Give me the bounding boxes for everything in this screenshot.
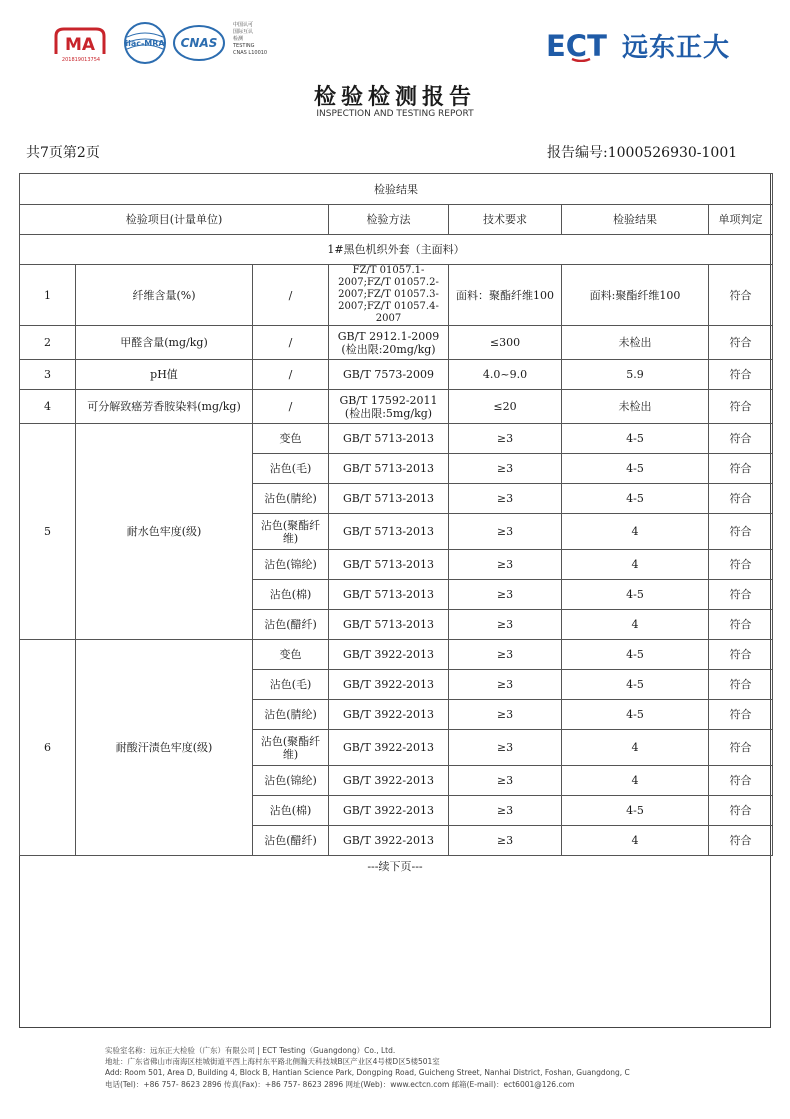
sub-item: 沾色(腈纶) bbox=[253, 700, 329, 730]
judgement: 符合 bbox=[709, 265, 773, 326]
requirement: ≥3 bbox=[449, 700, 562, 730]
row-number: 2 bbox=[20, 326, 76, 360]
result: 4-5 bbox=[562, 640, 709, 670]
item-name: pH值 bbox=[76, 360, 253, 390]
test-method: GB/T 3922-2013 bbox=[329, 730, 449, 766]
judgement: 符合 bbox=[709, 610, 773, 640]
sub-item: 沾色(醋纤) bbox=[253, 826, 329, 856]
section-title-row bbox=[20, 174, 773, 205]
sub-item: 沾色(毛) bbox=[253, 454, 329, 484]
test-method: GB/T 5713-2013 bbox=[329, 484, 449, 514]
judgement: 符合 bbox=[709, 550, 773, 580]
result: 未检出 bbox=[562, 326, 709, 360]
judgement: 符合 bbox=[709, 514, 773, 550]
judgement: 符合 bbox=[709, 826, 773, 856]
requirement: ≥3 bbox=[449, 424, 562, 454]
header-item: 检验项目(计量单位) bbox=[20, 205, 329, 235]
test-method: GB/T 7573-2009 bbox=[329, 360, 449, 390]
test-method: GB/T 5713-2013 bbox=[329, 424, 449, 454]
results-table bbox=[19, 173, 773, 856]
result: 4-5 bbox=[562, 700, 709, 730]
result: 4 bbox=[562, 766, 709, 796]
table-row bbox=[20, 390, 773, 424]
sub-item: / bbox=[253, 390, 329, 424]
table-row bbox=[20, 640, 773, 670]
requirement: ≤300 bbox=[449, 326, 562, 360]
svg-text:ilac-MRA: ilac-MRA bbox=[125, 39, 165, 48]
report-title: 检验检测报告 bbox=[313, 85, 476, 110]
judgement: 符合 bbox=[709, 796, 773, 826]
result: 4 bbox=[562, 826, 709, 856]
judgement: 符合 bbox=[709, 730, 773, 766]
judgement: 符合 bbox=[709, 424, 773, 454]
requirement: ≥3 bbox=[449, 550, 562, 580]
ma-logo bbox=[50, 26, 110, 56]
report-number: 报告编号:1000526930-1001 bbox=[547, 145, 738, 161]
sub-item: 变色 bbox=[253, 640, 329, 670]
result: 4-5 bbox=[562, 796, 709, 826]
result: 4 bbox=[562, 730, 709, 766]
sub-item: 沾色(醋纤) bbox=[253, 610, 329, 640]
svg-text:MA: MA bbox=[64, 35, 96, 55]
header-row bbox=[20, 205, 773, 235]
result: 4 bbox=[562, 610, 709, 640]
section-title: 检验结果 bbox=[20, 174, 773, 205]
row-number: 3 bbox=[20, 360, 76, 390]
header-requirement: 技术要求 bbox=[449, 205, 562, 235]
requirement: ≤20 bbox=[449, 390, 562, 424]
judgement: 符合 bbox=[709, 326, 773, 360]
sub-item: 变色 bbox=[253, 424, 329, 454]
table-row bbox=[20, 360, 773, 390]
test-method: GB/T 3922-2013 bbox=[329, 700, 449, 730]
requirement: ≥3 bbox=[449, 730, 562, 766]
row-number: 5 bbox=[20, 424, 76, 640]
item-name: 耐酸汗渍色牢度(级) bbox=[76, 640, 253, 856]
test-method: GB/T 5713-2013 bbox=[329, 580, 449, 610]
svg-text:CNAS: CNAS bbox=[180, 36, 218, 50]
result: 4 bbox=[562, 514, 709, 550]
row-number: 1 bbox=[20, 265, 76, 326]
footer-address-cn: 地址：广东省佛山市南海区桂城街道平西上海村东平路北侧瀚天科技城B区产业区4号楼D区5楼501室 bbox=[105, 1057, 440, 1067]
test-method: GB/T 2912.1-2009 (检出限:20mg/kg) bbox=[329, 326, 449, 360]
judgement: 符合 bbox=[709, 454, 773, 484]
sub-item: / bbox=[253, 360, 329, 390]
continued-note: ---续下页--- bbox=[367, 860, 423, 873]
sub-item: 沾色(聚酯纤维) bbox=[253, 514, 329, 550]
ect-logo bbox=[546, 28, 628, 62]
ilac-mra-logo bbox=[123, 21, 167, 65]
result: 面料:聚酯纤维100 bbox=[562, 265, 709, 326]
sub-item: 沾色(聚酯纤维) bbox=[253, 730, 329, 766]
accreditation-text: 中国认可 国际互认 检测 TESTING CNAS L10010 bbox=[233, 22, 268, 56]
test-method: GB/T 3922-2013 bbox=[329, 826, 449, 856]
judgement: 符合 bbox=[709, 670, 773, 700]
sub-item: 沾色(棉) bbox=[253, 580, 329, 610]
judgement: 符合 bbox=[709, 700, 773, 730]
result: 未检出 bbox=[562, 390, 709, 424]
header-method: 检验方法 bbox=[329, 205, 449, 235]
test-method: FZ/T 01057.1-2007;FZ/T 01057.2-2007;FZ/T 01057.3-2007;FZ/T 01057.4-2007 bbox=[329, 265, 449, 326]
test-method: GB/T 17592-2011 (检出限:5mg/kg) bbox=[329, 390, 449, 424]
test-method: GB/T 5713-2013 bbox=[329, 610, 449, 640]
table-row bbox=[20, 265, 773, 326]
company-name-cn: 远东正大 bbox=[622, 33, 731, 63]
requirement: ≥3 bbox=[449, 610, 562, 640]
requirement: ≥3 bbox=[449, 580, 562, 610]
result: 5.9 bbox=[562, 360, 709, 390]
row-number: 4 bbox=[20, 390, 76, 424]
ma-number: 201819013754 bbox=[61, 57, 101, 63]
test-method: GB/T 5713-2013 bbox=[329, 514, 449, 550]
sub-item: 沾色(腈纶) bbox=[253, 484, 329, 514]
result: 4-5 bbox=[562, 670, 709, 700]
test-method: GB/T 3922-2013 bbox=[329, 640, 449, 670]
report-subtitle: INSPECTION AND TESTING REPORT bbox=[316, 109, 474, 119]
page-info: 共7页第2页 bbox=[26, 145, 100, 161]
requirement: 4.0~9.0 bbox=[449, 360, 562, 390]
result: 4-5 bbox=[562, 484, 709, 514]
sample-row bbox=[20, 235, 773, 265]
sub-item: 沾色(锦纶) bbox=[253, 550, 329, 580]
item-name: 纤维含量(%) bbox=[76, 265, 253, 326]
requirement: ≥3 bbox=[449, 484, 562, 514]
row-number: 6 bbox=[20, 640, 76, 856]
sub-item: 沾色(棉) bbox=[253, 796, 329, 826]
requirement: ≥3 bbox=[449, 796, 562, 826]
result: 4 bbox=[562, 550, 709, 580]
result: 4-5 bbox=[562, 580, 709, 610]
footer-lab-name: 实验室名称：远东正大检验（广东）有限公司 | ECT Testing（Guangdong）Co., Ltd. bbox=[105, 1046, 396, 1055]
header-result: 检验结果 bbox=[562, 205, 709, 235]
header-judgement: 单项判定 bbox=[709, 205, 773, 235]
requirement: ≥3 bbox=[449, 826, 562, 856]
sub-item: / bbox=[253, 326, 329, 360]
result: 4-5 bbox=[562, 454, 709, 484]
result: 4-5 bbox=[562, 424, 709, 454]
item-name: 甲醛含量(mg/kg) bbox=[76, 326, 253, 360]
judgement: 符合 bbox=[709, 360, 773, 390]
test-method: GB/T 3922-2013 bbox=[329, 796, 449, 826]
test-method: GB/T 5713-2013 bbox=[329, 550, 449, 580]
requirement: ≥3 bbox=[449, 766, 562, 796]
cnas-logo bbox=[172, 24, 226, 62]
footer-address-en: Add: Room 501, Area D, Building 4, Block B, Hantian Science Park, Dongping Road, Guicheng Street, Nanhai District, Foshan, Guangdong, C bbox=[105, 1068, 630, 1078]
sub-item: 沾色(毛) bbox=[253, 670, 329, 700]
requirement: ≥3 bbox=[449, 454, 562, 484]
sub-item: / bbox=[253, 265, 329, 326]
judgement: 符合 bbox=[709, 484, 773, 514]
requirement: ≥3 bbox=[449, 640, 562, 670]
test-method: GB/T 3922-2013 bbox=[329, 766, 449, 796]
footer bbox=[105, 1045, 765, 1090]
requirement: 面料：聚酯纤维100 bbox=[449, 265, 562, 326]
sample-name: 1#黑色机织外套（主面料） bbox=[20, 235, 773, 265]
requirement: ≥3 bbox=[449, 514, 562, 550]
requirement: ≥3 bbox=[449, 670, 562, 700]
svg-text:ECT: ECT bbox=[546, 29, 607, 62]
table-row bbox=[20, 326, 773, 360]
test-method: GB/T 3922-2013 bbox=[329, 670, 449, 700]
item-name: 可分解致癌芳香胺染料(mg/kg) bbox=[76, 390, 253, 424]
table-row bbox=[20, 424, 773, 454]
judgement: 符合 bbox=[709, 766, 773, 796]
footer-contact: 电话(Tel)：+86 757- 8623 2896 传真(Fax)：+86 757- 8623 2896 网址(Web)：www.ectcn.com 邮箱(E-mail)：ect6001@126.com bbox=[105, 1079, 575, 1089]
judgement: 符合 bbox=[709, 580, 773, 610]
judgement: 符合 bbox=[709, 640, 773, 670]
test-method: GB/T 5713-2013 bbox=[329, 454, 449, 484]
sub-item: 沾色(锦纶) bbox=[253, 766, 329, 796]
item-name: 耐水色牢度(级) bbox=[76, 424, 253, 640]
judgement: 符合 bbox=[709, 390, 773, 424]
